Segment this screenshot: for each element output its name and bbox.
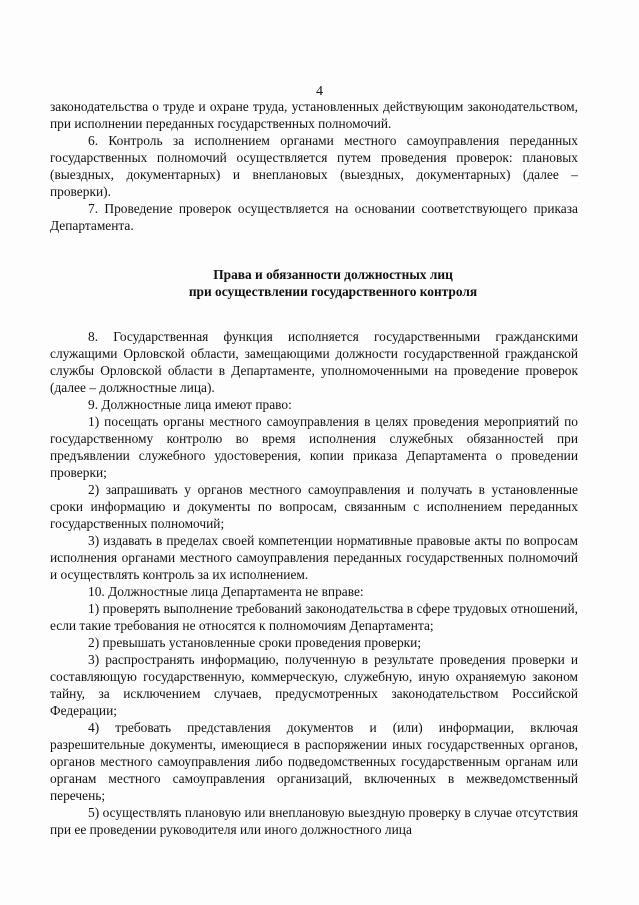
paragraph-8: 8. Государственная функция исполняется государственными гражданскими служащими Орловской области, замещающими должности государственной гражданской службы Орловской области в Департаменте, уполномоченными на проведение проверок (далее – должностные лица). xyxy=(50,329,578,395)
paragraph-10: 10. Должностные лица Департамента не вправе: xyxy=(88,584,364,599)
paragraph-10-item-4: 4) требовать представления документов и (или) информации, включая разрешительные документы, имеющиеся в распоряжении иных государственных органов, органов местного самоуправления либо подведомственных государственным органам или органам местного самоуправления организаций, включенных в межведомственный перечень; xyxy=(50,720,578,803)
section-heading-line-2: при осуществлении государственного контроля xyxy=(188,284,478,299)
section-heading-line-1: Права и обязанности должностных лиц xyxy=(213,267,453,282)
document-body xyxy=(50,98,578,838)
paragraph-10-item-2: 2) превышать установленные сроки проведения проверки; xyxy=(88,635,422,650)
paragraph-9: 9. Должностные лица имеют право: xyxy=(88,397,292,412)
paragraph-continuation: законодательства о труде и охране труда, установленных действующим законодательством, при исполнении переданных государственных полномочий. xyxy=(50,99,578,131)
paragraph-9-item-3: 3) издавать в пределах своей компетенции нормативные правовые акты по вопросам исполнения органами местного самоуправления переданных государственных полномочий и осуществлять контроль за их исполнением. xyxy=(50,533,578,582)
page-number: 4 xyxy=(316,84,323,99)
paragraph-10-item-3: 3) распространять информацию, полученную в результате проведения проверки и составляющую государственную, коммерческую, служебную, иную охраняемую законом тайну, за исключением случаев, предусмотренных законодательством Российской Федерации; xyxy=(50,652,578,718)
section-heading xyxy=(50,266,578,300)
paragraph-10-item-1: 1) проверять выполнение требований законодательства в сфере трудовых отношений, если такие требования не относятся к полномочиям Департамента; xyxy=(50,601,578,633)
paragraph-9-item-1: 1) посещать органы местного самоуправления в целях проведения мероприятий по государственному контролю во время исполнения служебных обязанностей при предъявлении служебного удостоверения, копии приказа Департамента о проведении проверки; xyxy=(50,414,578,480)
paragraph-7: 7. Проведение проверок осуществляется на основании соответствующего приказа Департамента. xyxy=(50,201,578,233)
paragraph-9-item-2: 2) запрашивать у органов местного самоуправления и получать в установленные сроки информацию и документы по вопросам, связанным с исполнением переданных государственных полномочий; xyxy=(50,482,578,531)
paragraph-6: 6. Контроль за исполнением органами местного самоуправления переданных государственных полномочий осуществляется путем проведения проверок: плановых (выездных, документарных) и внеплановых (выездных, документарных) (далее – проверки). xyxy=(50,133,578,199)
paragraph-10-item-5: 5) осуществлять плановую или внеплановую выездную проверку в случае отсутствия при ее проведении руководителя или иного должностного лица xyxy=(50,805,578,837)
